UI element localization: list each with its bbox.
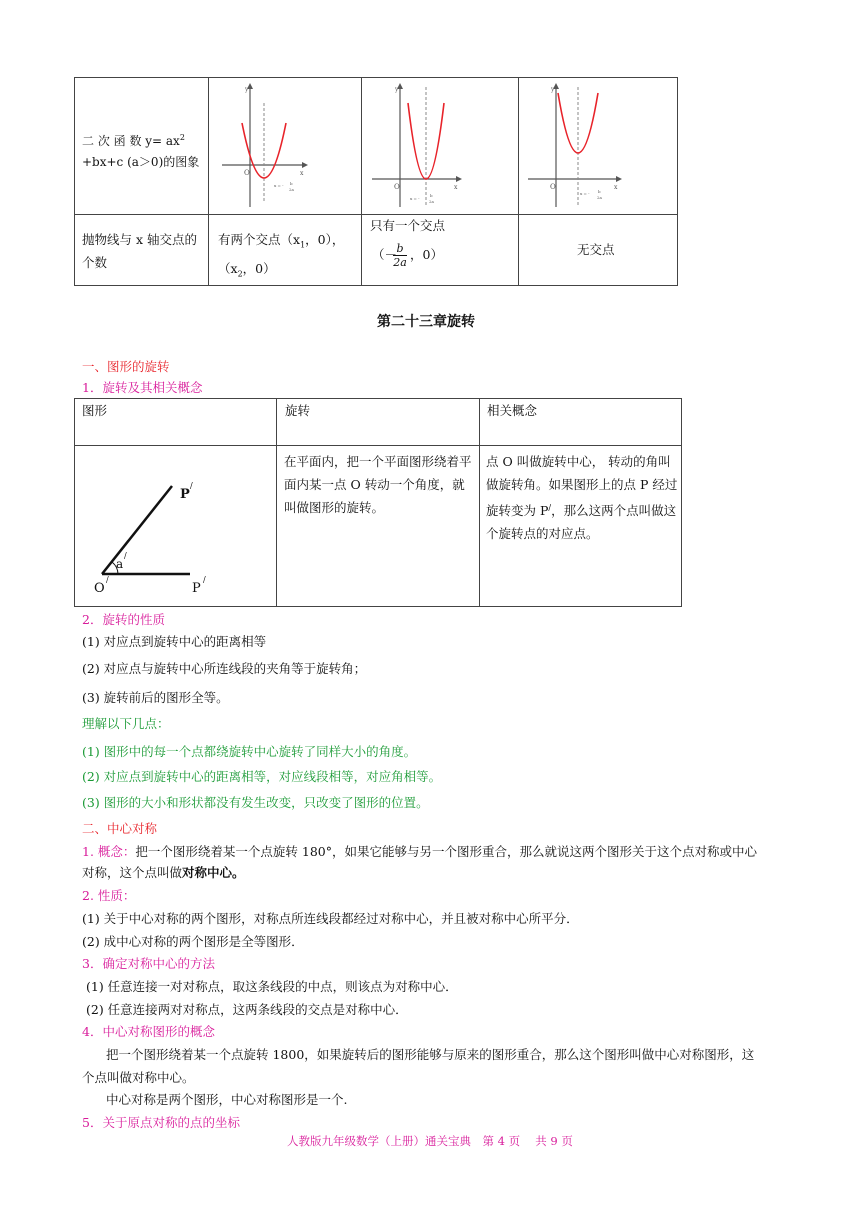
svg-text:/: / <box>203 575 206 584</box>
central-symmetry-concept-cont: 对称，这个点叫做对称中心。 <box>82 865 245 880</box>
svg-text:O: O <box>94 581 105 596</box>
property-3: (3) 旋转前后的图形全等。 <box>82 690 229 705</box>
svg-text:O: O <box>550 183 556 191</box>
find-center-method-2: (2) 任意连接两对对称点，这两条线段的交点是对称中心． <box>86 1002 408 1017</box>
subsection-rotation-properties: 2．旋转的性质 <box>82 612 165 627</box>
parabola-table: 二 次 函 数 $y= ax^2$ +bx+c (a＞0)的图象 y x O x = - b 2a y x O x = - b 2a y x O x = - b 2a 抛物线与 x 轴交点的个数 有两个交点（$x_1$，0），（$x_2$，0） 只有一个交点 （－ b 2a ，0） 无交点 <box>74 77 678 286</box>
svg-text:/: / <box>106 575 109 584</box>
svg-text:x = -: x = - <box>580 191 590 196</box>
svg-text:x: x <box>300 170 304 177</box>
svg-text:b: b <box>598 189 601 194</box>
header-concept: 相关概念 <box>487 403 538 418</box>
central-symmetric-figure-def: 把一个图形绕着某一个点旋转 1800，如果旋转后的图形能够与原来的图形重合，那么这个图形叫做中心对称图形，这 <box>106 1047 755 1062</box>
parabola-graph-no-roots <box>526 83 626 209</box>
two-roots-text: 有两个交点（$x_1$，0），（$x_2$，0） <box>218 232 345 278</box>
svg-text:2a: 2a <box>289 187 294 192</box>
svg-text:/: / <box>190 481 193 490</box>
svg-text:y: y <box>395 86 399 93</box>
svg-text:y: y <box>551 86 555 93</box>
no-roots-text: 无交点 <box>577 242 615 257</box>
central-symmetry-properties-label: 2. 性质： <box>82 888 136 903</box>
svg-text:x: x <box>614 184 618 191</box>
rotation-definition: 在平面内，把一个平面图形绕着平面内某一点 O 转动一个角度，就叫做图形的旋转。 <box>284 454 472 515</box>
svg-text:y: y <box>245 86 249 93</box>
rotation-related-concept: 点 O 叫做旋转中心， 转动的角叫做旋转角。如果图形上的点 P 经过旋转变为 P/，那么这两个点叫做这个旋转点的对应点。 <box>486 454 678 542</box>
chapter-title: 第二十三章旋转 <box>377 314 475 330</box>
property-2: (2) 对应点与旋转中心所连线段的夹角等于旋转角； <box>82 661 367 676</box>
parabola-graph-one-root <box>370 83 464 209</box>
section-rotation-title: 一、图形的旋转 <box>82 359 170 374</box>
one-root-fraction: b 2a <box>393 242 407 269</box>
graph-row-label: 二 次 函 数 $y= ax^2$ +bx+c (a＞0)的图象 <box>82 133 200 169</box>
page-footer: 人教版九年级数学（上册）通关宝典 第 4 页 共 9 页 <box>287 1134 573 1148</box>
understand-point-1: (1) 图形中的每一个点都绕旋转中心旋转了同样大小的角度。 <box>82 744 417 759</box>
find-center-method-title: 3．确定对称中心的方法 <box>82 956 215 971</box>
header-rotation: 旋转 <box>285 403 311 418</box>
svg-text:x: x <box>454 184 458 191</box>
understand-heading: 理解以下几点： <box>82 716 170 731</box>
understand-point-3: (3) 图形的大小和形状都没有发生改变，只改变了图形的位置。 <box>82 795 429 810</box>
find-center-method-1: (1) 任意连接一对对称点，取这条线段的中点，则该点为对称中心． <box>86 979 458 994</box>
svg-text:O: O <box>244 169 250 177</box>
origin-symmetry-title: 5．关于原点对称的点的坐标 <box>82 1115 240 1130</box>
rotation-angle-figure <box>92 476 232 601</box>
parabola-graph-two-roots <box>220 83 310 209</box>
central-symmetry-property-1: (1) 关于中心对称的两个图形，对称点所连线段都经过对称中心，并且被对称中心所平分． <box>82 911 579 926</box>
svg-text:x = -: x = - <box>410 196 420 201</box>
intersection-row-label: 抛物线与 x 轴交点的个数 <box>82 232 197 270</box>
one-root-text: 只有一个交点 <box>370 218 446 233</box>
svg-text:O: O <box>394 183 400 191</box>
understand-point-2: (2) 对应点到旋转中心的距离相等，对应线段相等，对应角相等。 <box>82 769 442 784</box>
subsection-rotation-concept: 1．旋转及其相关概念 <box>82 380 203 395</box>
section-central-symmetry-title: 二、中心对称 <box>82 821 158 836</box>
central-symmetry-comparison: 中心对称是两个图形，中心对称图形是一个. <box>106 1092 348 1107</box>
one-root-coordinate: （－ <box>372 247 398 262</box>
svg-text:P: P <box>192 581 201 596</box>
svg-text:P: P <box>180 487 190 502</box>
rotation-concept-table <box>74 398 682 607</box>
svg-text:b: b <box>430 193 433 198</box>
svg-text:2a: 2a <box>429 199 434 204</box>
svg-text:/: / <box>124 551 127 560</box>
svg-text:b: b <box>290 181 293 186</box>
header-figure: 图形 <box>82 403 108 418</box>
central-symmetric-figure-def-cont: 个点叫做对称中心。 <box>82 1070 195 1085</box>
svg-text:a: a <box>116 557 124 571</box>
svg-text:x = -: x = - <box>274 183 284 188</box>
property-1: (1) 对应点到旋转中心的距离相等 <box>82 634 267 649</box>
central-symmetric-figure-title: 4．中心对称图形的概念 <box>82 1024 215 1039</box>
svg-text:2a: 2a <box>597 195 602 200</box>
central-symmetry-property-2: (2) 成中心对称的两个图形是全等图形． <box>82 934 304 949</box>
central-symmetry-concept: 1. 概念：把一个图形绕着某一个点旋转 180°，如果它能够与另一个图形重合，那么就说这两个图形关于这个点对称或中心 <box>82 844 757 859</box>
